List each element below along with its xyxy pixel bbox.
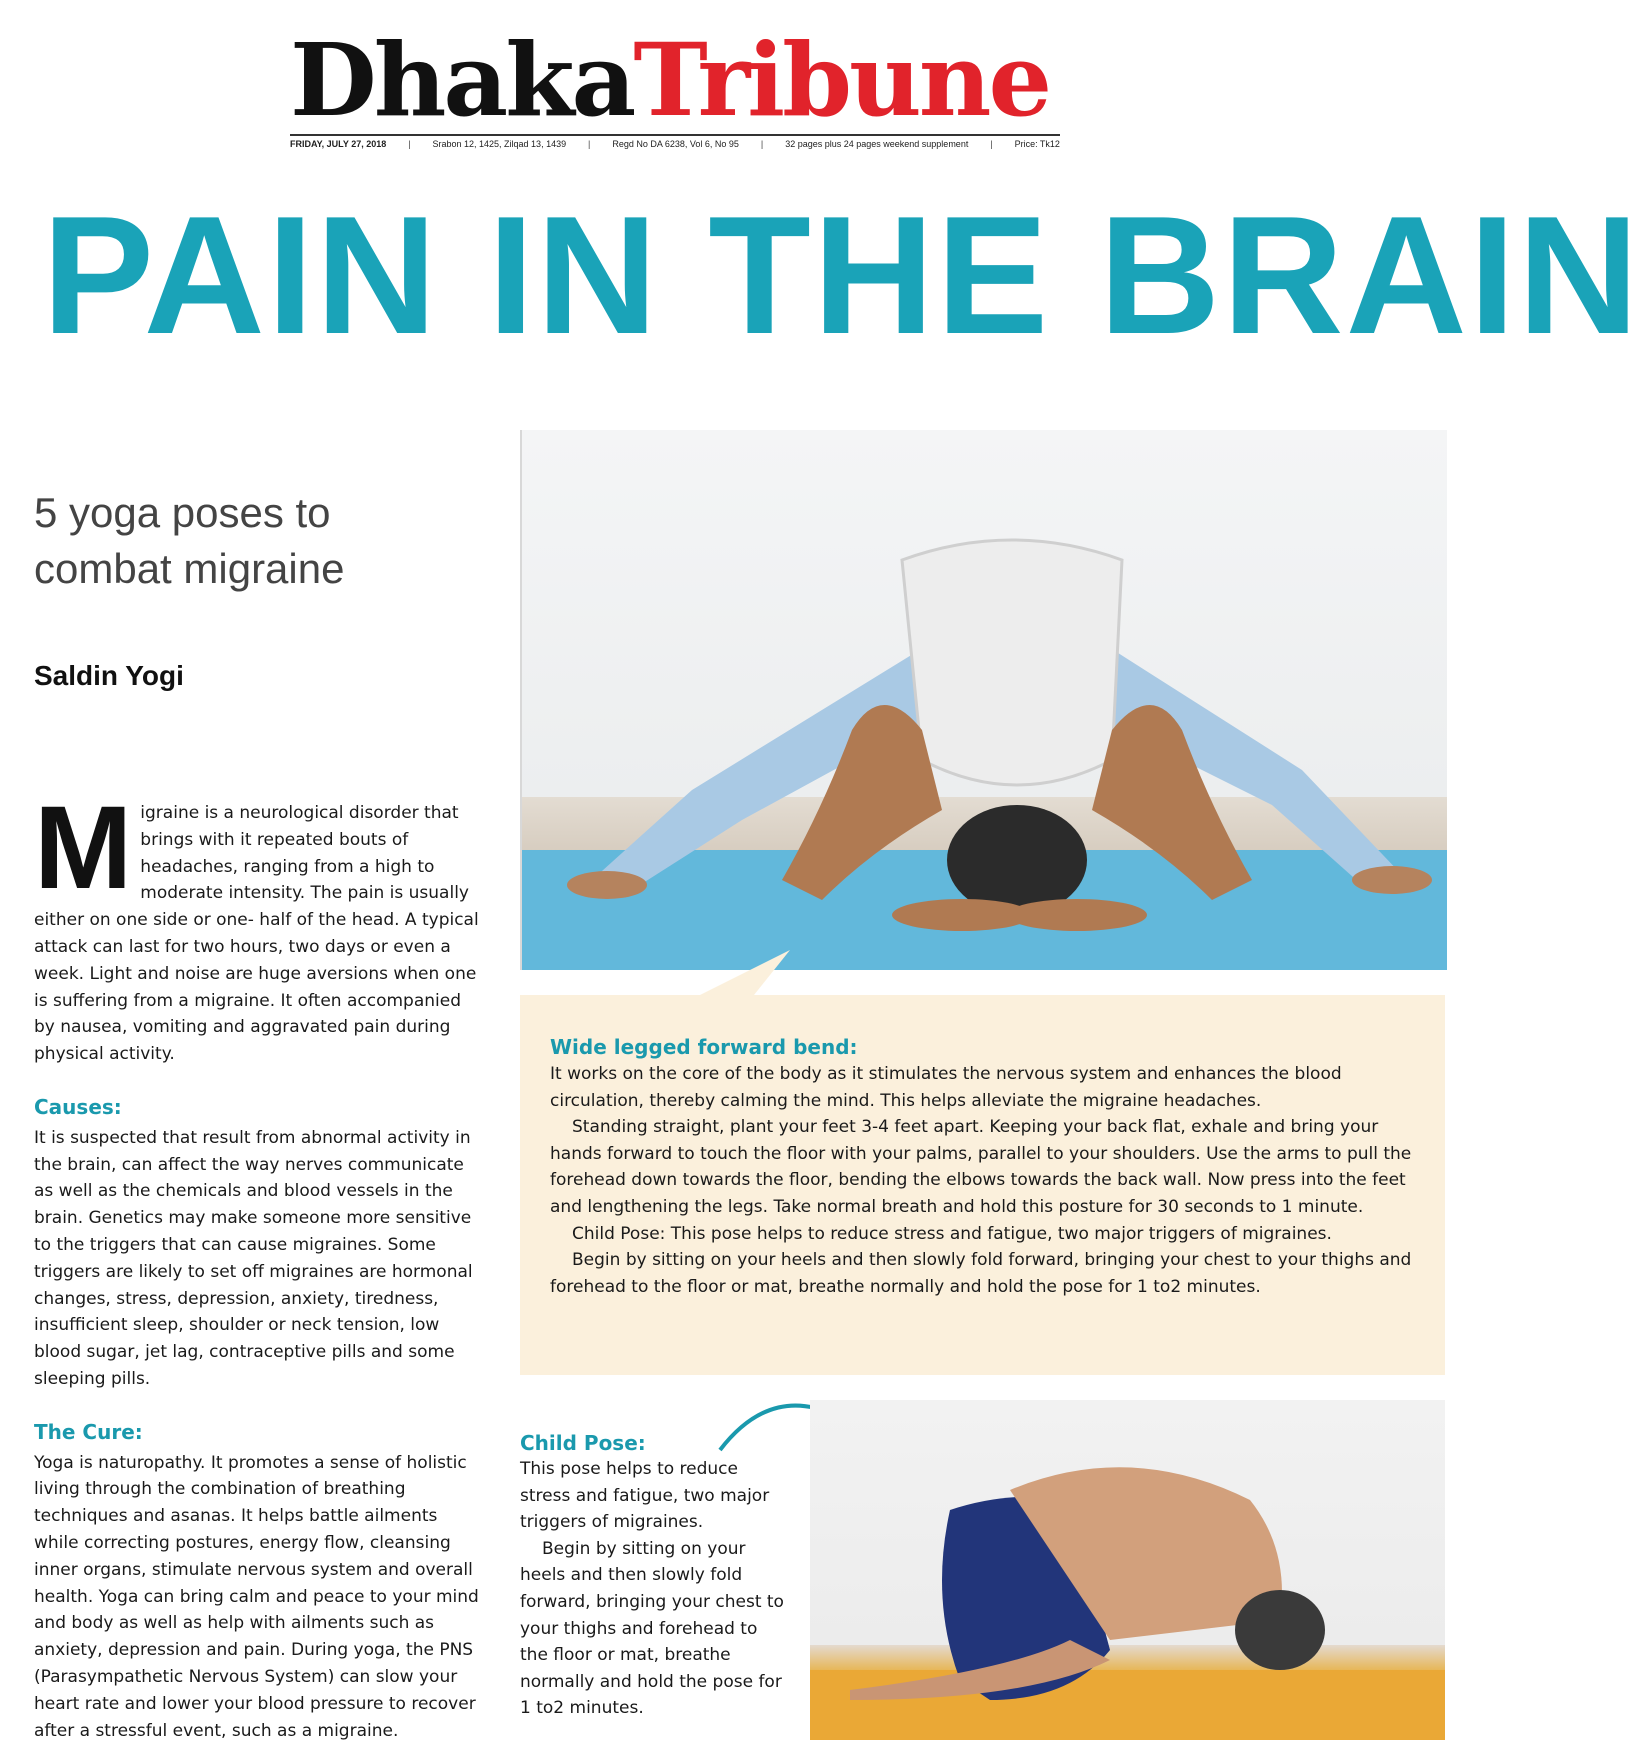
page-count: 32 pages plus 24 pages weekend supplement: [785, 139, 969, 149]
dropcap: M: [34, 782, 133, 914]
logo-tribune: Tribune: [633, 21, 1050, 139]
dateline-separator: |: [990, 139, 993, 149]
wide-legged-p2: Standing straight, plant your feet 3-4 feet apart. Keeping your back flat, exhale and bring your hands forward to touch the floor with your palms, parallel to your shoulders. Use the arms to pull the forehead down towards the floor, bending the elbows towards the back wall. Now press into the feet and lengthening the legs. Take normal breath and hold this posture for 30 seconds to 1 minute.: [550, 1117, 1412, 1217]
newspaper-logo: [290, 21, 1060, 139]
logo-dhaka: Dhaka: [290, 21, 634, 139]
child-pose-p2: Begin by sitting on your heels and then slowly fold forward, bringing your chest to your thighs and forehead to the floor or mat, breathe normally and hold the pose for 1 to2 minutes.: [520, 1538, 784, 1719]
dateline-separator: |: [760, 139, 764, 149]
child-pose-p1: This pose helps to reduce stress and fatigue, two major triggers of migraines.: [520, 1459, 770, 1533]
intro-paragraph: [34, 782, 479, 1068]
speech-pointer-shape: [690, 950, 810, 1000]
wide-legged-p1: It works on the core of the body as it stimulates the nervous system and enhances the blood circulation, thereby calming the mind. This helps alleviate the migraine headaches.: [550, 1064, 1342, 1111]
subhead: 5 yoga poses to combat migraine: [34, 489, 345, 592]
forward-bend-illustration: [522, 430, 1447, 970]
causes-text: It is suspected that result from abnormal activity in the brain, can affect the way nerves communicate as well as the chemicals and blood vessels in the brain. Genetics may make someone more sensitive to the triggers that can cause migraines. Some triggers are likely to set off migraines are hormonal changes, stress, depression, anxiety, tiredness, insufficient sleep, shoulder or neck tension, low blood sugar, jet lag, contraceptive pills and some sleeping pills.: [34, 1127, 473, 1389]
child-pose-photo: [810, 1400, 1445, 1740]
wide-legged-p3: Child Pose: This pose helps to reduce stress and fatigue, two major triggers of migraines.: [572, 1223, 1332, 1244]
wide-legged-p4: Begin by sitting on your heels and then slowly fold forward, bringing your chest to your thighs and forehead to the floor or mat, breathe normally and hold the pose for 1 to2 minutes.: [550, 1250, 1412, 1297]
bangla-date: Srabon 12, 1425, Zilqad 13, 1439: [432, 139, 567, 149]
intro-text: igraine is a neurological disorder that brings with it repeated bouts of headaches, ranging from a high to moderate intensity. The pain is usually either on one side or one- half of the head. A typical attack can last for two hours, two days or even a week. Light and noise are huge aversions when one is suffering from a migraine. It often accompanied by nausea, vomiting and aggravated pain during physical activity.: [34, 803, 479, 1065]
child-pose-illustration: [810, 1400, 1445, 1740]
wide-legged-forward-bend-photo: [520, 430, 1447, 970]
byline: Saldin Yogi: [34, 660, 184, 691]
causes-heading: Causes:: [34, 1094, 122, 1119]
wide-legged-heading: Wide legged forward bend:: [550, 1035, 858, 1059]
wide-legged-info-box: [520, 995, 1445, 1375]
left-column: [34, 782, 479, 1744]
cure-text: Yoga is naturopathy. It promotes a sense of holistic living through the combination of breathing techniques and asanas. It helps battle ailments while correcting postures, energy flow, cleansing inner organs, stimulate nervous system and overall health. Yoga can bring calm and peace to your mind and body as well as help with ailments such as anxiety, depression and pain. During yoga, the PNS (Parasympathetic Nervous System) can slow your heart rate and lower your blood pressure to recover after a stressful event, such as a migraine.: [34, 1452, 479, 1741]
dateline-separator: |: [408, 139, 411, 149]
registration-number: Regd No DA 6238, Vol 6, No 95: [612, 139, 739, 149]
price: Price: Tk12: [1014, 139, 1060, 149]
masthead: [290, 21, 1060, 149]
child-pose-section: [520, 1430, 790, 1722]
issue-date: FRIDAY, JULY 27, 2018: [290, 139, 387, 149]
child-pose-heading: Child Pose:: [520, 1431, 646, 1455]
dateline-separator: |: [588, 139, 591, 149]
cure-heading: The Cure:: [34, 1419, 143, 1444]
headline: PAIN IN THE BRAIN: [42, 181, 1641, 369]
